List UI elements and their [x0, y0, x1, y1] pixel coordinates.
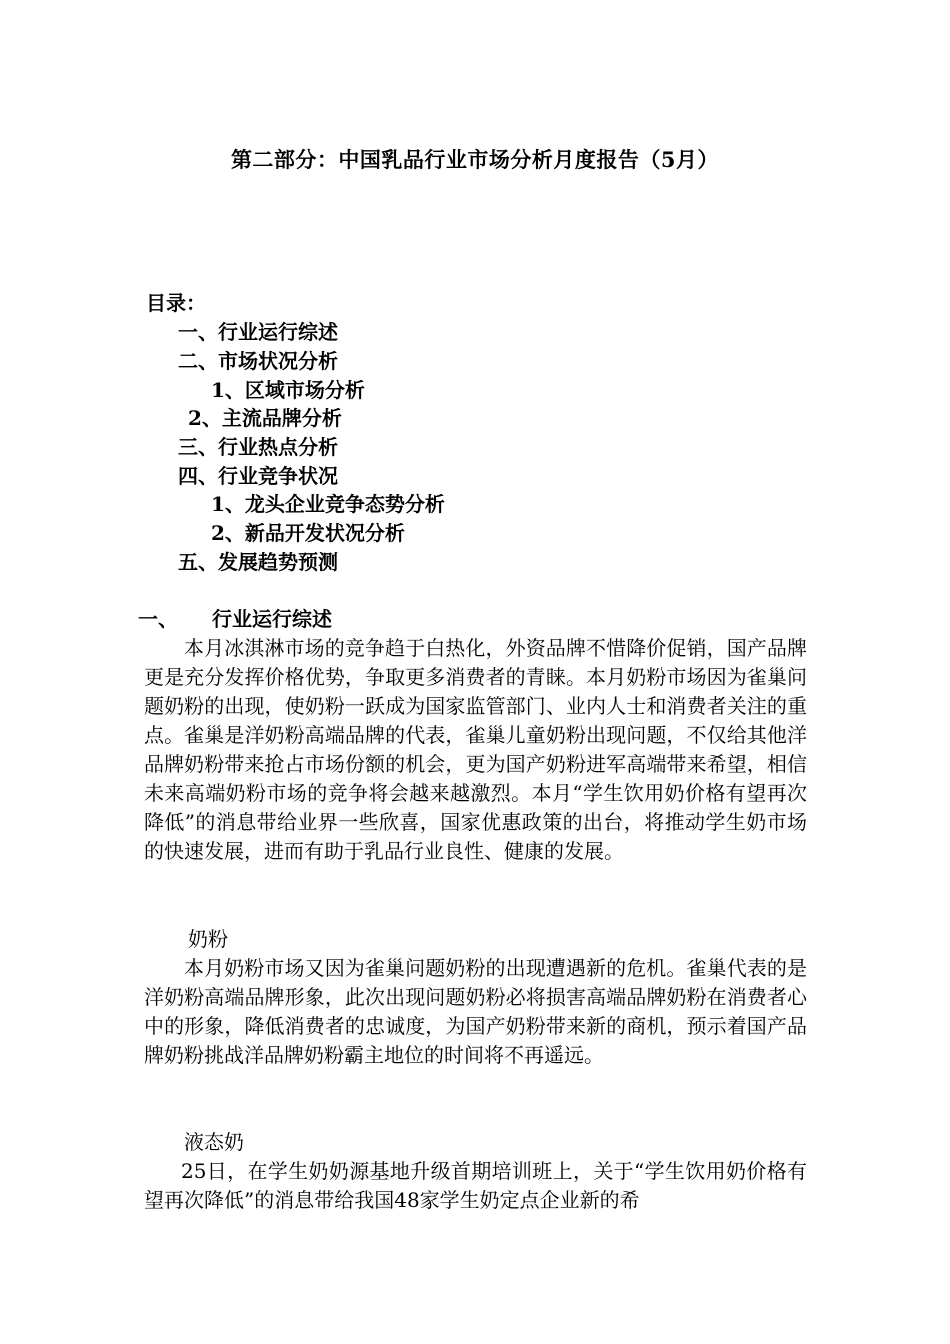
section-title: 行业运行综述 — [212, 607, 332, 631]
page-title: 第二部分：中国乳品行业市场分析月度报告（5月） — [230, 147, 720, 172]
liquid-milk-paragraph: 25日，在学生奶奶源基地升级首期培训班上，关于“学生饮用奶价格有望再次降低”的消息带给我国48家学生奶定点企业新的希 — [144, 1159, 807, 1212]
toc-subitem: 1、区域市场分析 — [211, 378, 365, 402]
liquid-milk-label: 液态奶 — [184, 1130, 244, 1154]
toc-subitem: 1、龙头企业竞争态势分析 — [211, 492, 445, 516]
toc-heading: 目录： — [146, 291, 206, 315]
milk-powder-paragraph: 本月奶粉市场又因为雀巢问题奶粉的出现遭遇新的危机。雀巢代表的是洋奶粉高端品牌形象，此次出现问题奶粉必将损害高端品牌奶粉在消费者心中的形象，降低消费者的忠诚度，为国产奶粉带来新的商机，预示着国产品牌奶粉挑战洋品牌奶粉霸主地位的时间将不再遥远。 — [144, 956, 807, 1067]
section-number: 一、 — [138, 607, 178, 631]
toc-item: 三、行业热点分析 — [178, 435, 338, 459]
toc-item: 四、行业竞争状况 — [178, 464, 338, 488]
toc-item: 五、发展趋势预测 — [178, 550, 338, 574]
intro-paragraph: 本月冰淇淋市场的竞争趋于白热化，外资品牌不惜降价促销，国产品牌更是充分发挥价格优势，争取更多消费者的青睐。本月奶粉市场因为雀巢问题奶粉的出现，使奶粉一跃成为国家监管部门、业内人士和消费者关注的重点。雀巢是洋奶粉高端品牌的代表，雀巢儿童奶粉出现问题，不仅给其他洋品牌奶粉带来抢占市场份额的机会，更为国产奶粉进军高端带来希望，相信未来高端奶粉市场的竞争将会越来越激烈。本月“学生饮用奶价格有望再次降低”的消息带给业界一些欣喜，国家优惠政策的出台，将推动学生奶市场的快速发展，进而有助于乳品行业良性、健康的发展。 — [144, 636, 807, 863]
toc-item: 二、市场状况分析 — [178, 349, 338, 373]
milk-powder-label: 奶粉 — [188, 927, 228, 951]
toc-item: 一、行业运行综述 — [178, 320, 338, 344]
toc-subitem: 2、新品开发状况分析 — [211, 521, 405, 545]
toc-subitem: 2、主流品牌分析 — [188, 406, 342, 430]
